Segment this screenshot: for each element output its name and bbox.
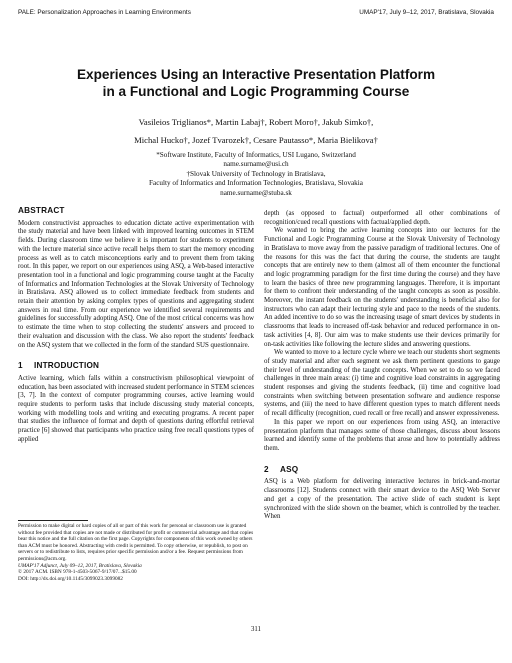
doi-line: DOI: http://dx.doi.org/10.1145/3099023.3099082 — [18, 575, 123, 582]
venue-line: UMAP'17 Adjunct, July 09–12, 2017, Bratislava, Slovakia — [18, 562, 142, 569]
affiliation-stu: †Slovak University of Technology in Bratislava, — [186, 169, 326, 178]
paper-title-line-1: Experiences Using an Interactive Presentation Platform — [76, 67, 436, 82]
permission-text: Permission to make digital or hard copies of all or part of this work for personal or classroom use is granted without fee provided that copies are not made or distributed for profit or commercial advantage and that copies bear this notice and the full citation on the first page. Copyrights for components of this work owned by others than ACM must be honored. Abstracting with credit is permitted. To copy otherwise, or republish, to post on servers or to redistribute to lists, requires prior specific permission and/or a fee. Request permissions from permissions@acm.org. — [18, 523, 254, 562]
abstract-text: Modern constructivist approaches to education dictate active experimentation with the study material and have been linked with improved learning outcomes in STEM fields. During classroom time we believe it is important for students to experiment with the lecture material since active recall helps them to start the memory encoding process as well as to catch misconceptions early and to prevent them from taking root. In this paper, we report on our experiences using ASQ, a Web-based interactive presentation tool in a functional and logic programming course taught at the Faculty of Informatics and Information Technologies at the Slovak University of Technology in Bratislava. ASQ allowed us to collect immediate feedback from students and retain their attention by asking complex types of questions and aggregating student answers in real time. From our experience we identified several requirements and guidelines for successfully adopting ASQ. One of the most critical concerns was how to estimate the time when to stop collecting the students' answers and proceed to their evaluation and discussion with the class. We also report the students' feedback on the ASQ system that we collected in the form of the standard SUS questionnaire. — [18, 219, 254, 349]
author-line-1: Vasileios Triglianos*, Martin Labaj†, Robert Moro†, Jakub Simko†, — [138, 117, 374, 127]
introduction-heading — [18, 362, 254, 371]
author-list — [30, 117, 482, 146]
footnote-rule — [18, 520, 88, 521]
left-column — [18, 207, 254, 445]
right-column — [264, 210, 500, 522]
affiliations — [30, 151, 482, 198]
running-header — [18, 9, 494, 19]
right-paragraph-3: We wanted to move to a lecture cycle where we teach our students short segments of study material and after each segment we ask them pertinent questions to gauge their level of understanding of the taught concepts. When we set to do so we faced challenges in three main areas: (i) time and cognitive load constraints in aggregating student responses and giving the students feedback, (ii) time and cognitive load constraints when switching between presentation software and audience response systems, and (iii) the need to have different question types to match different needs of recall difficulty (recognition, cued recall or free recall) and answer expressiveness. — [264, 349, 500, 418]
affiliation-stu-faculty: Faculty of Informatics and Information Technologies, Bratislava, Slovakia — [149, 179, 363, 188]
affiliation-usi-email: name.surname@usi.ch — [223, 160, 289, 169]
paper-title-line-2: in a Functional and Logic Programming Course — [102, 84, 410, 99]
affiliation-stu-email: name.surname@stuba.sk — [220, 188, 292, 197]
asq-paragraph: ASQ is a Web platform for delivering interactive lectures in brick-and-mortar classrooms [12]. Students connect with their smart device to the ASQ Web Server and get a copy of the presentation. The active slide of each student is kept synchronized with the slide shown on the beamer, which is controlled by the teacher. When — [264, 478, 500, 521]
introduction-title: INTRODUCTION — [34, 361, 100, 371]
author-line-2: Michal Hucko†, Jozef Tvarozek†, Cesare Pautasso*, Maria Bielikova† — [134, 135, 378, 145]
asq-heading — [264, 466, 500, 475]
right-paragraph-4: In this paper we report on our experiences from using ASQ, an interactive presentation platform that manages some of those challenges, discuss about lessons learned and identify some of the problems that arose and how to potentially address them. — [264, 418, 500, 452]
introduction-text: Active learning, which falls within a constructivism philosophical viewpoint of education, has been associated with increased student performance in STEM sciences [3, 7]. In the context of computer programming courses, active learning would require students to perform tasks that include discussing study material concepts, working with modelling tools and writing and executing programs. A recent paper that studies the influence of format and depth of questions during effortful retrieval practice [6] showed that participants who practice using free recall questions types of applied — [18, 374, 254, 443]
right-paragraph-1: depth (as opposed to factual) outperformed all other combinations of recognition/cued recall questions with factual/applied depth. — [264, 210, 500, 226]
abstract-heading: ABSTRACT — [18, 206, 65, 215]
affiliation-usi: *Software Institute, Faculty of Informatics, USI Lugano, Switzerland — [156, 151, 356, 159]
page-number: 311 — [251, 626, 261, 633]
running-header-left: PALE: Personalization Approaches in Learning Environments — [18, 9, 191, 16]
asq-section-title: ASQ — [280, 464, 299, 474]
paper-title — [30, 66, 482, 100]
introduction-number: 1 — [18, 361, 23, 371]
copyright-line: © 2017 ACM. ISBN 978-1-4503-5067-9/17/07...$15.00 — [18, 569, 137, 576]
right-paragraph-2: We wanted to bring the active learning concepts into our lectures for the Functional and Logic Programming Course at the Slovak University of Technology in Bratislava to move away from the passive paradigm of traditional lectures. One of the reasons for this was the fact that during the course, the students are taught concepts that are entirely new to them (almost all of them encounter the functional and logic programming paradigm for the first time during the course) and they have to learn the basics of three new programming languages. Therefore, it is important for them to confront their understanding of the taught concepts as soon as possible. Moreover, the instant feedback on the students' understanding is beneficial also for instructors who can adapt their lecturing style and pace to the needs of the students. An added incentive to do so was the increasing usage of smart devices by students in classrooms that leads to increased off-task behavior and reduced performance in on-task activities [4, 8]. Our aim was to make students use their devices primarily for on-task activities like following the lecture slides and answering questions. — [264, 227, 500, 348]
asq-section-number: 2 — [264, 464, 269, 474]
copyright-footnote — [18, 523, 254, 582]
running-header-right: UMAP'17, July 9–12, 2017, Bratislava, Slovakia — [359, 9, 494, 16]
